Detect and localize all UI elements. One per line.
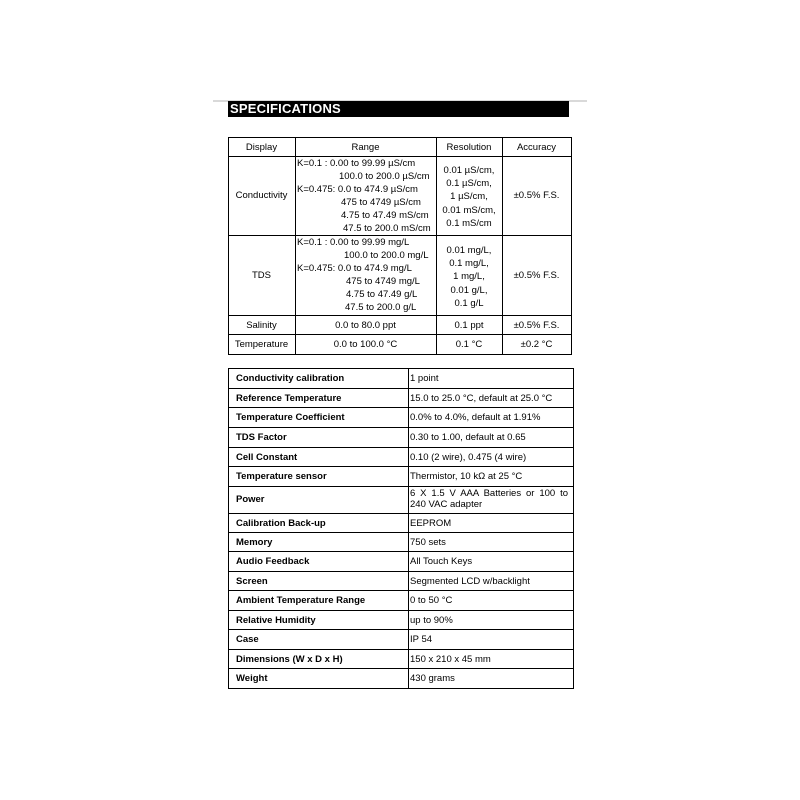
- spec-label: Relative Humidity: [236, 615, 316, 626]
- spec-label: Temperature Coefficient: [236, 412, 345, 423]
- accuracy-tds: ±0.5% F.S.: [513, 269, 560, 281]
- table-row: [228, 532, 574, 551]
- spec-label: Dimensions (W x D x H): [236, 654, 343, 665]
- resolution-temperature: 0.1 °C: [455, 338, 483, 350]
- accuracy-temperature: ±0.2 °C: [520, 338, 553, 350]
- table-row: [228, 447, 574, 466]
- spec-value: Segmented LCD w/backlight: [410, 576, 530, 587]
- spec-label: Screen: [236, 576, 268, 587]
- spec-label: Conductivity calibration: [236, 373, 345, 384]
- display-tds: TDS: [252, 269, 271, 281]
- range-line: K=0.475: 0.0 to 474.9 µS/cm: [297, 184, 418, 195]
- spec-label: Temperature sensor: [236, 471, 327, 482]
- resolution-conductivity: [436, 164, 502, 230]
- resolution-line: 0.1 g/L: [454, 297, 484, 309]
- range-temperature: 0.0 to 100.0 °C: [333, 338, 398, 350]
- display-temperature: Temperature: [234, 338, 289, 350]
- spec-value: 150 x 210 x 45 mm: [410, 654, 491, 665]
- spec-label: TDS Factor: [236, 432, 287, 443]
- range-line: K=0.1 : 0.00 to 99.99 mg/L: [297, 237, 410, 248]
- page-title: SPECIFICATIONS: [230, 101, 341, 116]
- spec-value: 0.10 (2 wire), 0.475 (4 wire): [410, 452, 527, 463]
- resolution-line: 0.1 µS/cm,: [446, 178, 492, 190]
- table-row: [228, 388, 574, 407]
- spec-value: up to 90%: [410, 615, 453, 626]
- spec-label: Memory: [236, 537, 273, 548]
- table-row: [228, 590, 574, 610]
- range-line: 4.75 to 47.49 g/L: [346, 289, 418, 300]
- range-line: 100.0 to 200.0 µS/cm: [339, 171, 430, 182]
- spec-value: IP 54: [410, 634, 433, 645]
- spec-value: 0.30 to 1.00, default at 0.65: [410, 432, 526, 443]
- spec-value: 6 X 1.5 V AAA Batteries or 100 to 240 VAC adapter: [410, 488, 568, 510]
- spec-value: 0 to 50 °C: [410, 595, 453, 606]
- spec-label: Ambient Temperature Range: [236, 595, 366, 606]
- display-conductivity: Conductivity: [235, 190, 288, 201]
- range-tds: [297, 236, 435, 315]
- resolution-salinity: 0.1 ppt: [454, 319, 484, 331]
- spec-value: EEPROM: [410, 518, 452, 529]
- resolution-line: 1 mg/L,: [453, 271, 485, 283]
- range-line: 47.5 to 200.0 g/L: [345, 302, 417, 313]
- display-salinity: Salinity: [246, 319, 277, 331]
- header-range: Range: [351, 141, 380, 153]
- accuracy-conductivity: ±0.5% F.S.: [513, 190, 560, 201]
- title-bar: [228, 101, 569, 117]
- range-line: K=0.1 : 0.00 to 99.99 µS/cm: [297, 158, 416, 169]
- table-row: [228, 513, 574, 532]
- table-row: [228, 610, 574, 629]
- range-line: 100.0 to 200.0 mg/L: [344, 250, 429, 261]
- header-resolution: Resolution: [446, 141, 492, 153]
- table-row: [228, 649, 574, 668]
- resolution-line: 0.01 g/L,: [450, 284, 488, 296]
- range-conductivity: [297, 157, 435, 235]
- spec-value: 15.0 to 25.0 °C, default at 25.0 °C: [410, 393, 553, 404]
- spec-table: [228, 368, 574, 689]
- range-salinity: 0.0 to 80.0 ppt: [335, 319, 396, 331]
- spec-value: Thermistor, 10 kΩ at 25 °C: [410, 471, 523, 482]
- spec-label: Cell Constant: [236, 452, 298, 463]
- header-display: Display: [245, 141, 278, 153]
- spec-value: 0.0% to 4.0%, default at 1.91%: [410, 412, 541, 423]
- spec-label: Power: [236, 494, 265, 505]
- table-row: [228, 368, 574, 388]
- resolution-line: 0.01 mS/cm,: [442, 204, 496, 216]
- spec-value: All Touch Keys: [410, 556, 473, 567]
- table-row: [228, 466, 574, 486]
- table-row: [228, 629, 574, 649]
- spec-value: 750 sets: [410, 537, 446, 548]
- table-row: [228, 427, 574, 447]
- range-line: 475 to 4749 mg/L: [346, 276, 420, 287]
- spec-label: Calibration Back-up: [236, 518, 326, 529]
- resolution-tds: [436, 244, 502, 310]
- resolution-line: 1 µS/cm,: [450, 191, 488, 203]
- table-row: [228, 486, 574, 513]
- spec-label: Reference Temperature: [236, 393, 342, 404]
- resolution-line: 0.1 mg/L,: [449, 258, 489, 270]
- spec-label: Weight: [236, 673, 268, 684]
- range-line: 47.5 to 200.0 mS/cm: [343, 223, 431, 234]
- range-line: 475 to 4749 µS/cm: [341, 197, 421, 208]
- spec-label: Audio Feedback: [236, 556, 310, 567]
- spec-value: 1 point: [410, 373, 439, 384]
- resolution-line: 0.1 mS/cm: [446, 217, 492, 229]
- spec-value: 430 grams: [410, 673, 455, 684]
- table-row: [228, 668, 574, 688]
- range-line: 4.75 to 47.49 mS/cm: [341, 210, 429, 221]
- resolution-line: 0.01 µS/cm,: [443, 165, 495, 176]
- table-row: [228, 571, 574, 590]
- spec-label: Case: [236, 634, 259, 645]
- table-row: [228, 407, 574, 427]
- accuracy-salinity: ±0.5% F.S.: [513, 319, 560, 331]
- range-table: [228, 137, 572, 355]
- resolution-line: 0.01 mg/L,: [446, 245, 492, 256]
- header-accuracy: Accuracy: [516, 141, 557, 153]
- range-line: K=0.475: 0.0 to 474.9 mg/L: [297, 263, 412, 274]
- table-row: [228, 551, 574, 571]
